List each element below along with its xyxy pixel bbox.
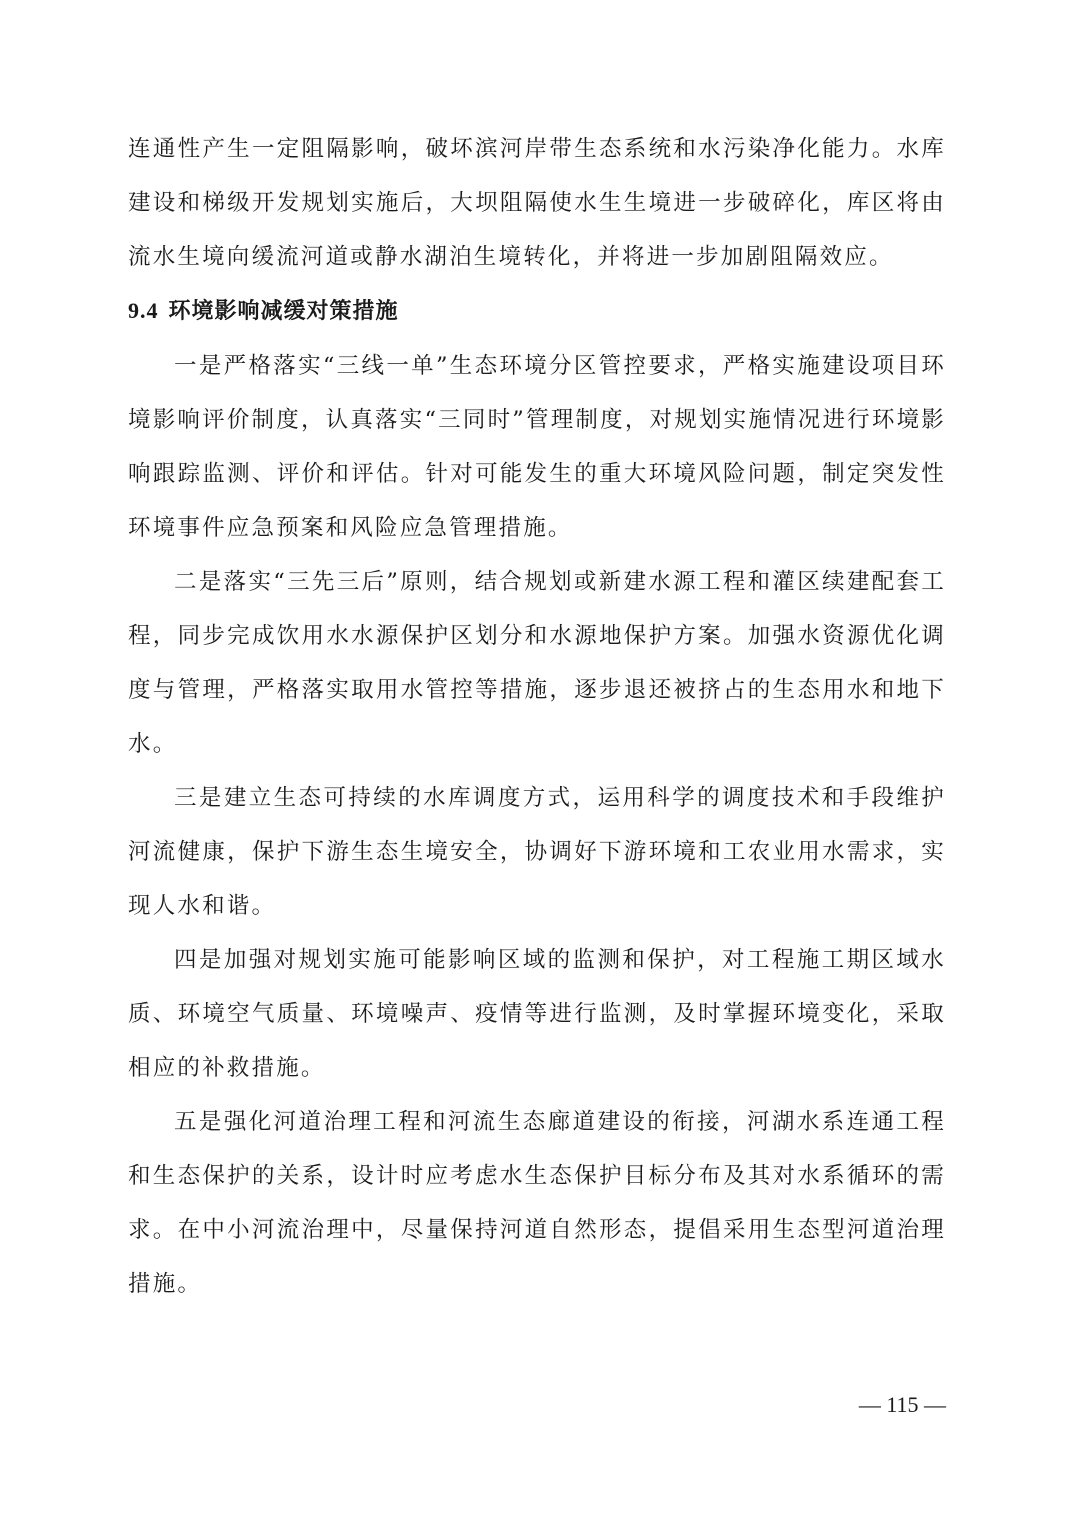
measure-paragraph-5: 五是强化河道治理工程和河流生态廊道建设的衔接，河湖水系连通工程和生态保护的关系，设计时应考虑水生态保护目标分布及其对水系循环的需求。在中小河流治理中，尽量保持河道自然形态，提倡采用生态型河道治理措施。 [128, 1109, 946, 1297]
section-number: 9.4 [128, 298, 159, 323]
document-page [128, 122, 946, 1311]
page-number: — 115 — [858, 1392, 946, 1417]
measure-paragraph-3: 三是建立生态可持续的水库调度方式，运用科学的调度技术和手段维护河流健康，保护下游生态生境安全，协调好下游环境和工农业用水需求，实现人水和谐。 [128, 785, 946, 919]
opening-paragraph: 连通性产生一定阻隔影响，破坏滨河岸带生态系统和水污染净化能力。水库建设和梯级开发规划实施后，大坝阻隔使水生生境进一步破碎化，库区将由流水生境向缓流河道或静水湖泊生境转化，并将进一步加剧阻隔效应。 [128, 136, 946, 270]
section-heading [128, 284, 946, 339]
measure-paragraph-1: 一是严格落实“三线一单”生态环境分区管控要求，严格实施建设项目环境影响评价制度，认真落实“三同时”管理制度，对规划实施情况进行环境影响跟踪监测、评价和评估。针对可能发生的重大环境风险问题，制定突发性环境事件应急预案和风险应急管理措施。 [128, 353, 946, 541]
measure-paragraph-2: 二是落实“三先三后”原则，结合规划或新建水源工程和灌区续建配套工程，同步完成饮用水水源保护区划分和水源地保护方案。加强水资源优化调度与管理，严格落实取用水管控等措施，逐步退还被挤占的生态用水和地下水。 [128, 569, 946, 757]
section-title: 环境影响减缓对策措施 [168, 299, 399, 324]
measure-paragraph-4: 四是加强对规划实施可能影响区域的监测和保护，对工程施工期区域水质、环境空气质量、环境噪声、疫情等进行监测，及时掌握环境变化，采取相应的补救措施。 [128, 947, 946, 1081]
